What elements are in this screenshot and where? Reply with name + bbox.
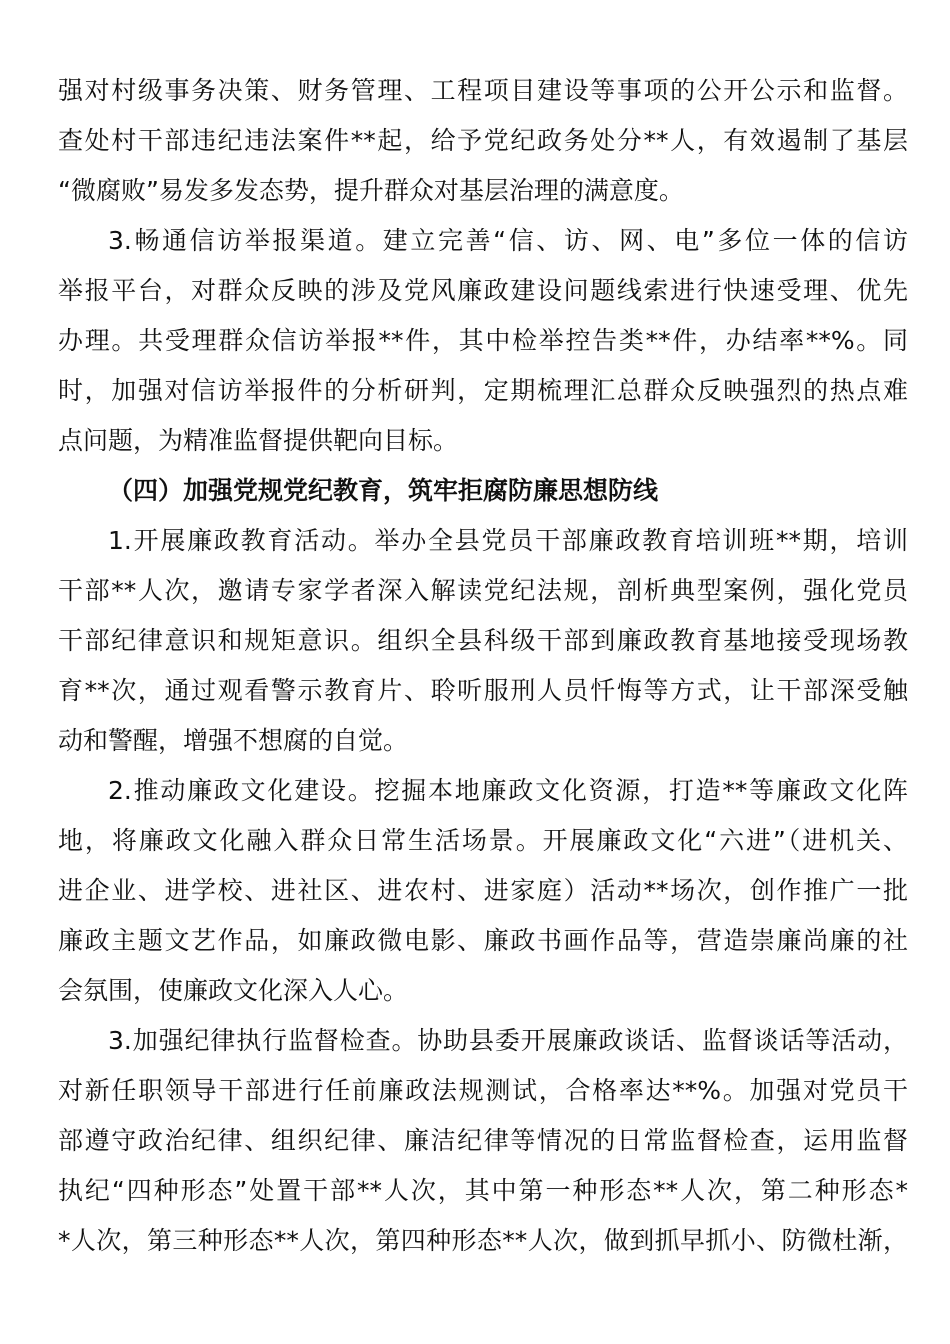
text-line: 点问题，为精准监督提供靶向目标。	[58, 426, 459, 455]
text-line: 地，将廉政文化融入群众日常生活场景。开展廉政文化“六进”（进机关、	[58, 826, 908, 855]
text-line: 动和警醒，增强不想腐的自觉。	[58, 726, 409, 755]
text-line: 育**次，通过观看警示教育片、聆听服刑人员忏悔等方式，让干部深受触	[58, 676, 908, 705]
text-line: 3.加强纪律执行监督检查。协助县委开展廉政谈话、监督谈话等活动，	[108, 1026, 908, 1055]
text-line: 干部**人次，邀请专家学者深入解读党纪法规，剖析典型案例，强化党员	[58, 576, 908, 605]
text-line: 1.开展廉政教育活动。举办全县党员干部廉政教育培训班**期，培训	[108, 526, 908, 555]
text-line: 时，加强对信访举报件的分析研判，定期梳理汇总群众反映强烈的热点难	[58, 376, 908, 405]
text-line: 3.畅通信访举报渠道。建立完善“信、访、网、电”多位一体的信访	[108, 226, 908, 255]
text-line: 会氛围，使廉政文化深入人心。	[58, 976, 409, 1005]
text-line: 查处村干部违纪违法案件**起，给予党纪政务处分**人，有效遏制了基层	[58, 126, 908, 155]
text-line: 强对村级事务决策、财务管理、工程项目建设等事项的公开公示和监督。	[58, 76, 908, 105]
text-line: “微腐败”易发多发态势，提升群众对基层治理的满意度。	[58, 176, 684, 205]
document-page	[58, 66, 908, 1266]
section-heading: （四）加强党规党纪教育，筑牢拒腐防廉思想防线	[108, 476, 659, 505]
text-line: 办理。共受理群众信访举报**件，其中检举控告类**件，办结率**%。同	[58, 326, 908, 355]
text-line: 进企业、进学校、进社区、进农村、进家庭）活动**场次，创作推广一批	[58, 876, 908, 905]
text-line: 对新任职领导干部进行任前廉政法规测试，合格率达**%。加强对党员干	[58, 1076, 908, 1105]
text-line: 执纪“四种形态”处置干部**人次，其中第一种形态**人次，第二种形态*	[58, 1176, 908, 1205]
text-line: 部遵守政治纪律、组织纪律、廉洁纪律等情况的日常监督检查，运用监督	[58, 1126, 908, 1155]
text-line: *人次，第三种形态**人次，第四种形态**人次，做到抓早抓小、防微杜渐，	[58, 1226, 908, 1255]
text-line: 廉政主题文艺作品，如廉政微电影、廉政书画作品等，营造崇廉尚廉的社	[58, 926, 908, 955]
text-line: 2.推动廉政文化建设。挖掘本地廉政文化资源，打造**等廉政文化阵	[108, 776, 908, 805]
text-line: 举报平台，对群众反映的涉及党风廉政建设问题线索进行快速受理、优先	[58, 276, 908, 305]
text-line: 干部纪律意识和规矩意识。组织全县科级干部到廉政教育基地接受现场教	[58, 626, 908, 655]
